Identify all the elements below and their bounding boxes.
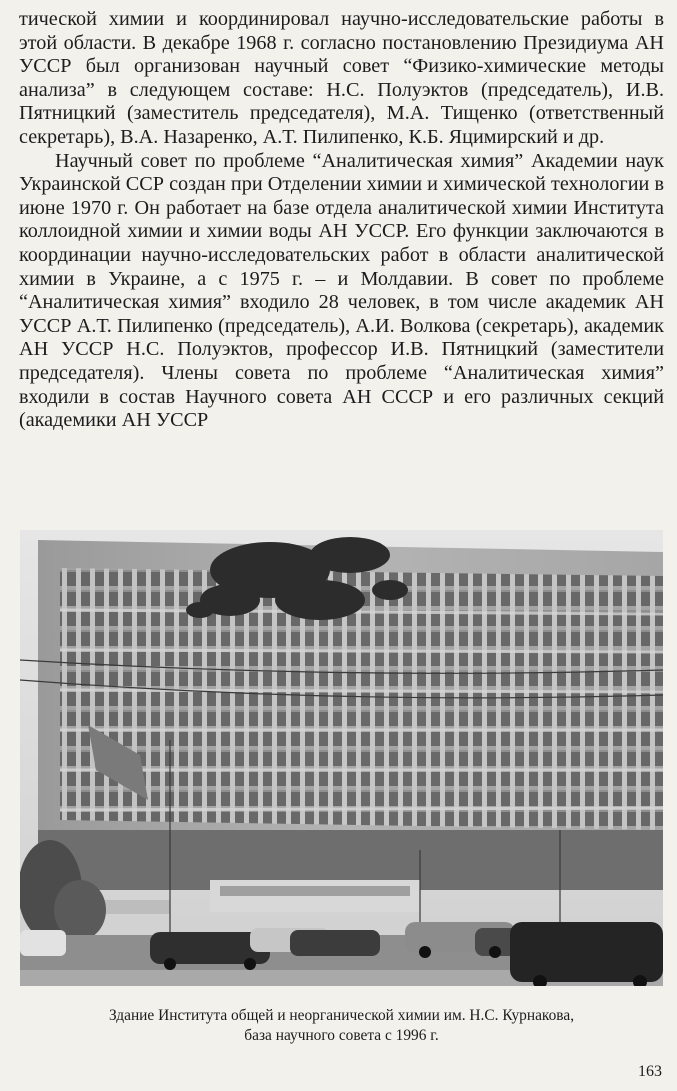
figure-caption bbox=[20, 1006, 663, 1046]
caption-line: Здание Института общей и неорганической химии им. Н.С. Курнакова, bbox=[108, 1007, 575, 1024]
paragraph-continued: тической химии и координировал научно-исследовательские работы в этой области. В декабре 1968 г. согласно постановлению Президиума АН УССР был организован научный совет “Физико-химические методы анализа” в следующем составе: Н.С. Полуэктов (председатель), И.В. Пятницкий (заместитель председателя), М.А. Тищенко (ответственный секретарь), В.А. Назаренко, А.Т. Пилипенко, К.Б. Яцимирский и др. bbox=[19, 8, 664, 148]
caption-line: база научного совета с 1996 г. bbox=[244, 1027, 439, 1044]
page-number: 163 bbox=[638, 1063, 662, 1080]
building-photo bbox=[20, 530, 663, 986]
body-text bbox=[19, 8, 664, 433]
paragraph-analytical-chemistry-council: Научный совет по проблеме “Аналитическая химия” Академии наук Украинской ССР создан при Отделении химии и химической технологии в июне 1970 г. Он работает на базе отдела аналитической химии Института коллоидной химии и химии воды АН УССР. Его функции заключаются в координации научно-исследовательских работ в области аналитической химии в Украине, а с 1975 г. – и Молдавии. В совет по проблеме “Аналитическая химия” входило 28 человек, в том числе академик АН УССР А.Т. Пилипенко (председатель), А.И. Волкова (секретарь), академик АН УССР Н.С. Полуэктов, профессор И.В. Пятницкий (заместители председателя). Члены совета по проблеме “Аналитическая химия” входили в состав Научного совета АН СССР и его различных секций (академики АН УССР bbox=[19, 149, 664, 432]
